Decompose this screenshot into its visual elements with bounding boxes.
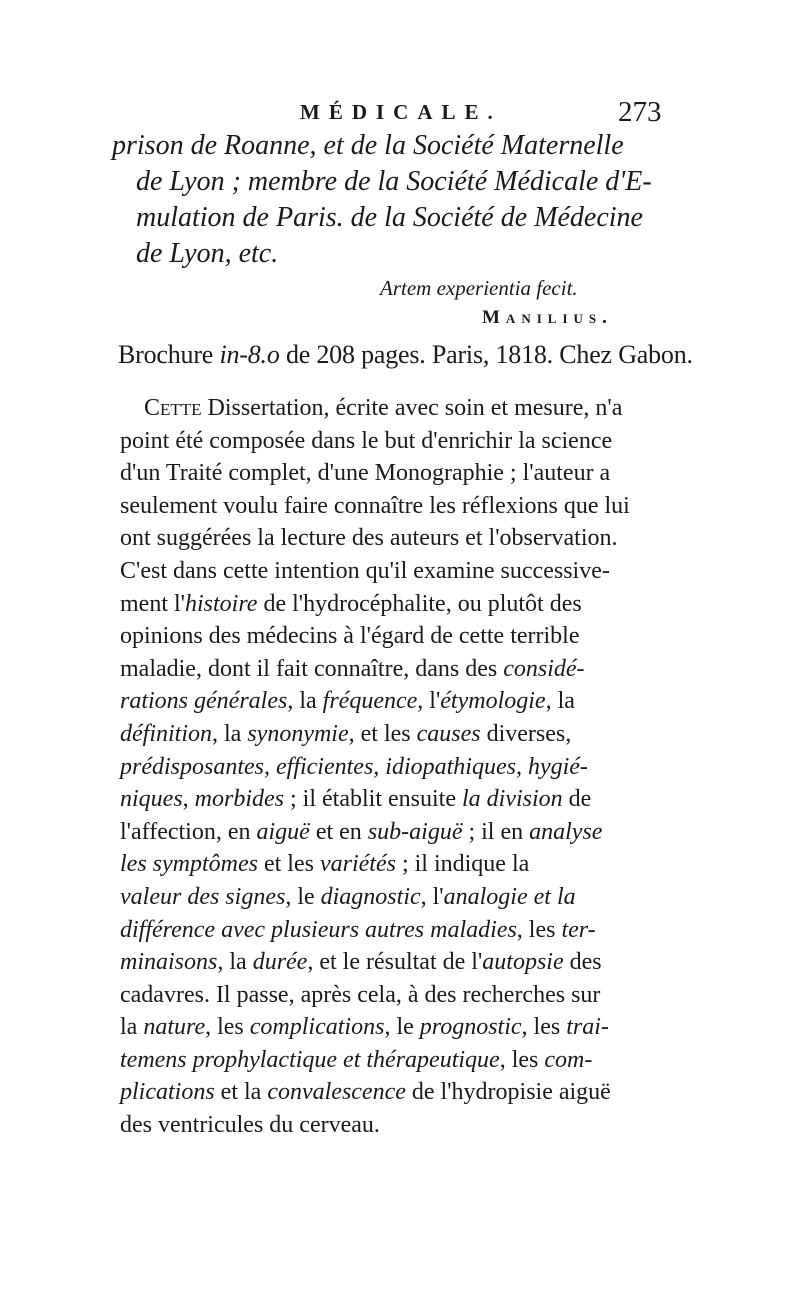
italic-text: différence avec plusieurs autres maladies (120, 916, 517, 943)
italic-text: valeur des signes (120, 883, 286, 910)
text-run: , les (205, 1014, 250, 1041)
text-run: opinions des médecins à l'égard de cette terrible (120, 623, 580, 650)
italic-text: minaisons (120, 949, 218, 976)
page-number: 273 (618, 96, 662, 128)
author-credits (108, 128, 688, 272)
text-run: , les (521, 1014, 567, 1041)
credits-line: mulation de Paris. de la Société de Médecine (136, 202, 643, 233)
text-run: ment l' (120, 590, 185, 617)
text-run: la (120, 1014, 144, 1041)
review-paragraph (120, 392, 680, 1142)
paragraph-line (120, 718, 680, 751)
text-run: d'un Traité complet, d'une Monographie ; l'auteur a (120, 460, 611, 487)
publication-prefix: Brochure (118, 340, 220, 369)
text-run: de (562, 786, 592, 813)
publication-format: in-8.o (219, 340, 280, 369)
italic-text: autopsie (482, 949, 564, 976)
epigraph (380, 276, 613, 329)
text-run: Dissertation, écrite avec soin et mesure, n'a (201, 395, 623, 421)
italic-text: histoire (184, 590, 258, 617)
text-run: , le (384, 1014, 420, 1041)
italic-text: analogie et la (443, 883, 576, 910)
text-run: , les (516, 916, 562, 943)
paragraph-line (120, 881, 680, 914)
italic-text: complications (249, 1014, 385, 1041)
text-run: et la (214, 1079, 268, 1106)
text-run: maladie, dont il fait connaître, dans des (120, 655, 504, 682)
paragraph-line (120, 1044, 680, 1077)
italic-text: sub-aiguë (367, 818, 463, 845)
text-run: , la (287, 688, 323, 715)
italic-text: variétés (319, 851, 396, 878)
text-run: des (563, 949, 602, 976)
italic-text: synonymie (247, 720, 349, 747)
paragraph-line (120, 848, 680, 881)
paragraph-line (120, 555, 680, 588)
italic-text: plications (120, 1079, 215, 1106)
paragraph-line (120, 1109, 680, 1142)
italic-text: ter- (561, 916, 596, 943)
italic-text: nature (143, 1014, 206, 1041)
paragraph-line (120, 457, 680, 490)
italic-text: aiguë (256, 818, 310, 845)
text-run: , (182, 786, 195, 813)
italic-text: causes (416, 720, 481, 747)
text-run: seulement voulu faire connaître les réflexions que lui (120, 492, 630, 519)
paragraph-line (120, 588, 680, 621)
italic-text: prédisposantes, efficientes, idiopathiques, hygié- (120, 753, 588, 780)
small-caps-text: Cette (144, 395, 202, 421)
paragraph-line (120, 653, 680, 686)
italic-text: analyse (529, 818, 603, 845)
paragraph-line (120, 914, 680, 947)
text-run: ont suggérées la lecture des auteurs et l'observation. (120, 525, 618, 552)
text-run: , l' (420, 883, 444, 910)
publication-rest: de 208 pages. Paris, 1818. Chez Gabon. (279, 340, 693, 369)
text-run: l'affection, en (120, 818, 257, 845)
text-run: , l' (417, 688, 441, 715)
paragraph-line (120, 685, 680, 718)
italic-text: niques (120, 786, 183, 813)
text-run: C'est dans cette intention qu'il examine successive- (120, 557, 610, 584)
running-head-title: MÉDICALE. (300, 100, 502, 124)
paragraph-line (120, 490, 680, 523)
credits-line: de Lyon ; membre de la Société Médicale d'E- (136, 166, 652, 197)
paragraph-line (120, 1076, 680, 1109)
italic-text: étymologie (440, 688, 546, 715)
italic-text: trai- (566, 1014, 609, 1041)
italic-text: temens prophylactique et thérapeutique (120, 1046, 500, 1073)
italic-text: définition (120, 720, 212, 747)
publication-details (118, 340, 693, 370)
credits-line: prison de Roanne, et de la Société Maternelle (112, 130, 624, 161)
text-run: , et le résultat de l' (307, 949, 483, 976)
text-run: , les (499, 1046, 545, 1073)
text-run: diverses, (480, 720, 572, 747)
paragraph-line (120, 979, 680, 1012)
epigraph-quote: Artem experientia fecit. (380, 276, 578, 300)
italic-text: fréquence (322, 688, 418, 715)
italic-text: morbides (194, 786, 285, 813)
paragraph-line (120, 1011, 680, 1044)
paragraph-line (120, 425, 680, 458)
text-run: , la (212, 720, 248, 747)
text-run: , la (217, 949, 253, 976)
text-run: ; il indique la (395, 851, 530, 878)
paragraph-line (120, 392, 680, 425)
epigraph-author: Manilius. (482, 307, 613, 328)
text-run: , et les (348, 720, 417, 747)
italic-text: considé- (503, 655, 585, 682)
text-run: point été composée dans le but d'enrichir la science (120, 427, 613, 454)
text-run: , la (545, 688, 575, 715)
italic-text: diagnostic (320, 883, 421, 910)
paragraph-line (120, 816, 680, 849)
paragraph-line (120, 946, 680, 979)
text-run: de l'hydrocéphalite, ou plutôt des (257, 590, 582, 617)
italic-text: durée (252, 949, 308, 976)
text-run: ; il établit ensuite (284, 786, 462, 813)
text-run: et les (257, 851, 320, 878)
italic-text: les symptômes (120, 851, 258, 878)
italic-text: la division (461, 786, 563, 813)
text-run: , le (285, 883, 321, 910)
paragraph-line (120, 620, 680, 653)
italic-text: convalescence (267, 1079, 406, 1106)
italic-text: prognostic (419, 1014, 522, 1041)
credits-line: de Lyon, etc. (136, 238, 279, 269)
italic-text: rations générales (120, 688, 288, 715)
italic-text: com- (544, 1046, 593, 1073)
text-run: des ventricules du cerveau. (120, 1112, 380, 1139)
paragraph-line (120, 522, 680, 555)
text-run: de l'hydropisie aiguë (405, 1079, 611, 1106)
text-run: et en (309, 818, 368, 845)
paragraph-line (120, 751, 680, 784)
text-run: cadavres. Il passe, après cela, à des recherches sur (120, 981, 601, 1008)
paragraph-line (120, 783, 680, 816)
text-run: ; il en (462, 818, 530, 845)
